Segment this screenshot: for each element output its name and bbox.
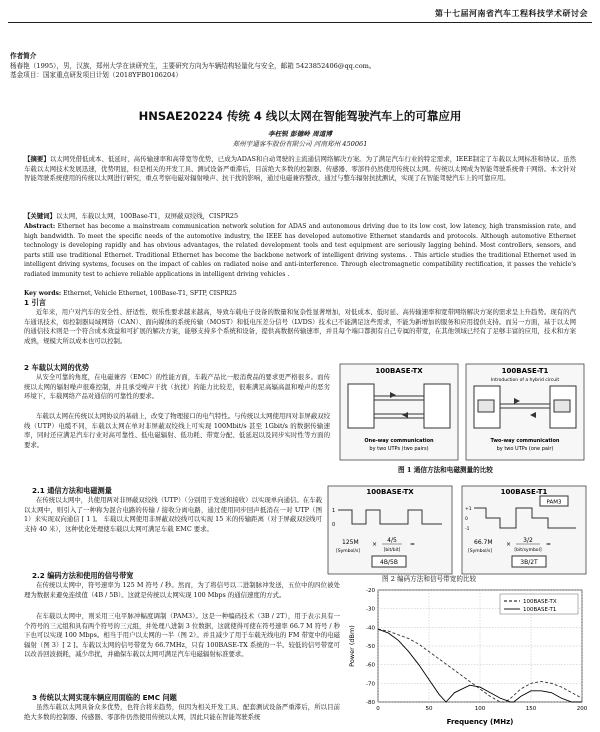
fig2-right-frac-bottom: [bit/symbol]: [514, 548, 542, 553]
section-3-heading: 3 传统以太网实现车辆应用面临的 EMC 问题: [32, 693, 177, 702]
abstract-cn: [24, 155, 576, 184]
keywords-cn: [24, 212, 576, 222]
fig2-left-frac-bottom: [bit/bit]: [383, 548, 401, 553]
abstract-en-text: Ethernet has become a mainstream communication network solution for ADAS and autonomous driving due to its low cost, low latency, high transmission rate, and high bandwidth. To meet the specific needs of the automotive industry, the IEEE has developed automotive Ethernet standards and protocols. Although automotive Ethernet technology is developing rapidly and has obvious advantages, the related development tools and test equipment are seriously lagging behind. Most controllers, sensors, and parts still use traditional Ethernet. Traditional Ethernet has become the backbone network of intelligent driving systems. . This article studies the traditional Ethernet used in intelligent driving systems, focuses on the impact of cables on radiated noise and anti-interference. Through electromagnetic compatibility rectification, it passes the vehicle's radiated immunity test to achieve reliable applications in intelligent driving vehicles .: [24, 223, 576, 278]
running-header: 第十七届河南省汽车工程科技学术研讨会: [435, 8, 588, 18]
fig2-left-rate-unit: [Symbol/s]: [336, 549, 361, 554]
fig1-right-caption-2: by two UTPs (one pair): [496, 446, 554, 452]
legend-label: 100BASE-TX: [523, 599, 557, 605]
chart-y-label: Power (dBm): [348, 625, 356, 667]
fig2-left-eq: =: [410, 541, 416, 548]
y-tick-label: -30: [366, 606, 375, 613]
fig2-left-times: ×: [372, 541, 378, 548]
fig2-level-minus1: -1: [465, 527, 470, 532]
figure-2-graphic: [326, 480, 588, 580]
section-2-1-text: 在传统以太网中，共使用两对非屏蔽双绞线（UTP）（分别用于发送和接收）以实现单向通信。在车载以太网中，则引入了一种称为混合电路的传输 / 接收分离电路，通过使用同步回声抵消在一对 UTP（图 1）来实现双向通信 [ 1 ]。 车载以太网使用非屏蔽双绞线可以实现 15 米的传输距离（对于屏蔽双绞线可支持 40 米），这种优化处理使车载以太网可满足车载 EMC 要求。: [24, 496, 322, 533]
section-1-heading: 1 引言: [24, 298, 46, 307]
section-3-text: 虽然车载以太网具备众多优势，也符合将来趋势，但因为相关开发工具、配套测试设备严重滞后，所以目前绝大多数的控制器、传感器、零部件仍然使用传统以太网，因此只能在智能驾驶系统: [24, 703, 340, 721]
author-info-heading: 作者简介: [10, 52, 37, 60]
fig2-right-code: 3B/2T: [520, 559, 538, 566]
fig1-right-caption-1: Two-way communication: [490, 438, 560, 444]
chart-x-label: Frequency (MHz): [446, 718, 514, 726]
fig2-left-title: 100BASE-TX: [366, 488, 414, 496]
fig2-left-frac-top: 4/5: [387, 537, 397, 544]
fig1-hybrid-b: [554, 400, 570, 412]
fig2-level-plus1: +1: [465, 507, 472, 512]
fig2-right-title: 100BASE-T1: [500, 488, 548, 496]
fig1-left-title: 100BASE-TX: [375, 367, 423, 375]
section-2-2-text-2: 在车载以太网中，则采用三电平脉冲幅度调制（PAM3）。这是一种编码技术（3B / 2T），用于表示具有一个符号的三元组和具有两个符号的三元组，并处理八进制 3 位数据，这就使得可使在符号速率 66.7 M 符号 / 秒下也可以实现 100 Mbps。相当于用户以太网的一半（图 2）。并且减少了用于车载无线电的 FM 带宽中的电磁辐射（图 3）[ 2 ]。车载以太网的信号带宽为 66.7MHz，只有 100BASE-TX 系统的一半。较低的信号带宽可以改善回波损耗，减少串扰，并确保车载以太网可满足汽车电磁辐射标准要求。: [24, 612, 340, 659]
section-2-heading: 2 车载以太网的优势: [24, 363, 90, 372]
paper-authors: 李枉锐 彭德岭 周道博: [268, 130, 332, 138]
x-tick-label: 200: [576, 706, 588, 712]
author-bio: 杨春艳（1995），男，汉族，郑州大学在读研究生，主要研究方向为车辆结构轻量化与安全，邮箱 5423852406@qq.com。: [10, 62, 376, 70]
fig1-left-node-b: [424, 384, 450, 428]
abstract-cn-label: 【摘要】: [24, 155, 50, 163]
keywords-en-text: Ethernet, Vehicle Ethernet, 100Base-T1, SFTP, CISPR25: [63, 290, 237, 297]
fig2-right-rate-unit: [Symbol/s]: [468, 549, 493, 554]
fig2-right-frac-top: 3/2: [523, 537, 533, 544]
fig2-left-rate: 125M: [342, 539, 359, 546]
x-tick-label: 50: [425, 706, 433, 712]
section-2-2-text-1: 在传统以太网中，符号速率为 125 M 符号 / 秒。然而，为了将信号以二进制脉冲发送，五位中的四位被处理为数据来避免连续值（4B / 5B）。这就是传统以太网实现 100 Mbps 的通信速度的方式。: [24, 581, 340, 599]
y-tick-label: -80: [366, 700, 375, 706]
section-1-text: 近年来，用户对汽车的安全性、舒适性、娱乐性要求越来越高，导致车载电子设备的数量和复杂性显著增加，对低成本、低时延、高传输速率和宽带网络解决方案的需求呈上升趋势。现有的汽车通讯技术，如控制器局域网络（CAN）、面向媒体的系统传输（MOST）和低电压差分信号（LVDS）技术已不能满足这些需求，不能为新增加的服务和应用提供支持。而另一方面，基于以太网的通信技术则是一个符合成本效益和可扩展的解决方案，能够支持多个系统和设备，提供高数据传输速率，并且每个端口都拥有自己专属的带宽，在其他领域已经有了足够丰富的应用，技术和方案成熟，规模大所以成本也可以控制。: [24, 308, 576, 345]
y-tick-label: -60: [366, 662, 375, 669]
abstract-cn-text: 以太网凭借低成本、低延时、高传输速率和高带宽等优势，已成为ADAS和自动驾驶的主流通信网络解决方案。为了满足汽车行业的特定需求，IEEE制定了车载以太网标准和协议。虽然车载以太网技术发展迅速，优势明显，但是相关的开发工具、测试设备严重滞后，目前绝大多数的控制器、传感器、零部件仍然使用传统以太网。传统以太网成为智能驾驶系统骨干网络。本文针对智能驾驶系统使用的传统以太网进行研究，重点考察电磁对辐射噪声、抗干扰的影响，通过电磁兼容整改，通过与整车辐射抗扰测试，实现了在智能驾驶汽车上的可靠应用。: [24, 155, 577, 183]
y-tick-label: -50: [366, 644, 375, 650]
header-rule: [8, 22, 592, 23]
fig2-pam-label: PAM3: [546, 499, 562, 506]
paper-title: HNSAE20224 传统 4 线以太网在智能驾驶汽车上的可靠应用: [138, 109, 462, 123]
x-tick-label: 100: [474, 706, 486, 712]
x-tick-label: 0: [376, 706, 380, 712]
y-tick-label: -20: [366, 588, 375, 594]
fig2-level-zero: 0: [465, 517, 468, 522]
y-tick-label: -40: [366, 625, 375, 632]
legend-label: 100BASE-T1: [523, 607, 557, 613]
section-2-text-1: 从安全可靠的角度，在电磁兼容（EMC）的性能方面，车载产品比一般消费品的要求更严格很多。而传统以太网的辐射噪声很难控制，并且承受噪声干扰（抗扰）的能力比较差，很难满足高辐高温和噪声的恶劣环境下，车载网络产品对通信的可靠性的要求。: [24, 373, 330, 401]
fund-info: 基金项目：国家重点研发项目计划（2018YFB0106204）: [10, 71, 183, 79]
figure-2-caption: 图 2 编码方法和信号带宽的比较: [382, 575, 477, 583]
keywords-en-label: Key words:: [24, 290, 62, 297]
fig2-right-eq: =: [546, 541, 552, 548]
fig1-left-caption-1: One-way communication: [364, 438, 434, 444]
fig1-right-title: 100BASE-T1: [501, 367, 549, 375]
keywords-cn-text: 以太网，车载以太网，100Base-T1，双屏蔽双绞线，CISPR25: [55, 212, 239, 220]
fig1-right-subtitle: Introduction of a hybrid circuit: [490, 378, 560, 383]
section-2-text-2-cont: [24, 452, 390, 472]
fig2-level-0: 0: [332, 522, 336, 528]
paper-affiliation: 郑州宇通客车股份有限公司 河南郑州 450061: [232, 140, 368, 148]
fig2-left-code: 4B/5B: [380, 559, 398, 566]
section-2-2-heading: 2.2 编码方法和使用的信号带宽: [32, 571, 134, 580]
abstract-en-label: Abstract:: [24, 223, 56, 230]
keywords-en: [24, 289, 576, 299]
fig2-right-rate: 66.7M: [474, 539, 493, 546]
spectrum-chart: [346, 586, 590, 728]
abstract-en: [24, 222, 576, 279]
section-2-text-2: 车载以太网在传统以太网协议的基础上，改变了物理接口的电气特性。与传统以太网使用四对非屏蔽双绞线（UTP）电缆不同，车载以太网在单对非屏蔽双绞线上可实现 100Mbit/s 甚至 1Gbit/s 的数据传输速率，同时还应满足汽车行业对高可靠性、低电磁辐射、低功耗、带宽分配、低延迟以及同步实时性等方面的要求。: [24, 412, 330, 449]
fig2-level-1: 1: [332, 508, 336, 514]
y-tick-label: -70: [366, 681, 375, 688]
keywords-cn-label: 【关键词】: [24, 212, 56, 220]
fig1-left-node-a: [348, 384, 374, 428]
figure-3-chart: [346, 586, 590, 728]
fig1-left-caption-2: by two UTPs (two pairs): [369, 446, 429, 452]
section-2-1-heading: 2.1 通信方法和电磁测量: [32, 486, 112, 495]
figure-2: [326, 480, 588, 580]
fig1-hybrid-a: [478, 400, 494, 412]
figure-1-caption: 图 1 通信方法和电磁测量的比较: [398, 466, 493, 474]
x-tick-label: 150: [525, 706, 537, 712]
fig2-right-times: ×: [506, 541, 512, 548]
